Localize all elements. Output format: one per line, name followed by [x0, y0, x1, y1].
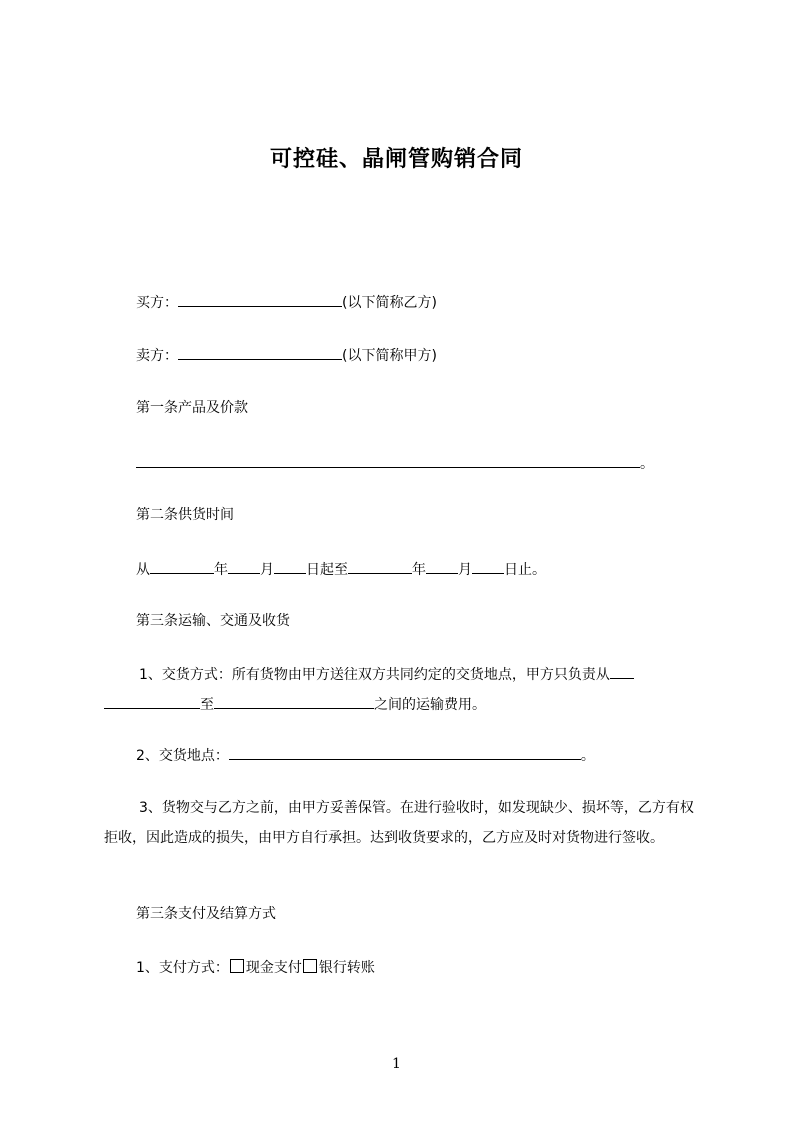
delivery-location-label: 2、交货地点： — [136, 748, 229, 764]
start-year-text: 年 — [214, 562, 228, 578]
end-day-text: 日止。 — [504, 562, 546, 578]
custody-paragraph: 3、货物交与乙方之前，由甲方妥善保管。在进行验收时，如发现缺少、损坏等，乙方有权拒收，因此造成的损失，由甲方自行承担。达到收货要求的，乙方应及时对货物进行签收。 — [104, 800, 694, 846]
start-month-blank[interactable] — [228, 558, 260, 574]
article3-heading: 第三条运输、交通及收货 — [136, 613, 290, 629]
seller-label: 卖方： — [136, 348, 178, 364]
delivery-location-line — [136, 744, 595, 766]
buyer-suffix: (以下简称乙方) — [342, 295, 437, 311]
document-title: 可控硅、晶闸管购销合同 — [269, 147, 523, 172]
supply-period-line — [136, 558, 546, 580]
product-line-end: 。 — [640, 456, 654, 472]
product-blank[interactable] — [136, 452, 640, 468]
payment-method-label: 1、支付方式： — [136, 960, 229, 976]
end-day-blank[interactable] — [472, 558, 504, 574]
start-year-blank[interactable] — [150, 558, 214, 574]
delivery-cost-text: 之间的运输费用。 — [374, 697, 486, 713]
bank-transfer-option-label: 银行转账 — [318, 960, 375, 976]
start-day-blank[interactable] — [274, 558, 306, 574]
delivery-location-end: 。 — [580, 748, 595, 764]
delivery-to-blank[interactable] — [214, 693, 374, 709]
start-day-text: 日起至 — [306, 562, 348, 578]
end-month-blank[interactable] — [426, 558, 458, 574]
seller-suffix: (以下简称甲方) — [342, 348, 437, 364]
seller-line — [136, 344, 437, 366]
article1-product-line — [136, 452, 654, 474]
page-number: 1 — [392, 1056, 401, 1072]
buyer-blank[interactable] — [178, 291, 342, 307]
buyer-label: 买方： — [136, 295, 178, 311]
delivery-from-blank-b[interactable] — [104, 693, 200, 709]
delivery-location-blank[interactable] — [229, 744, 581, 760]
bank-transfer-checkbox[interactable] — [303, 959, 317, 973]
cash-checkbox[interactable] — [230, 959, 244, 973]
article1-heading: 第一条产品及价款 — [136, 400, 248, 416]
end-month-text: 月 — [458, 562, 472, 578]
delivery-to-text: 至 — [200, 697, 214, 713]
start-month-text: 月 — [260, 562, 274, 578]
payment-method-line — [136, 958, 375, 978]
article3b-heading: 第三条支付及结算方式 — [136, 906, 276, 922]
end-year-text: 年 — [412, 562, 426, 578]
delivery-from-blank-a[interactable] — [610, 663, 634, 679]
article2-heading: 第二条供货时间 — [136, 507, 234, 523]
delivery-method-text: 1、交货方式：所有货物由甲方送往双方共同约定的交货地点，甲方只负责从 — [139, 667, 610, 683]
buyer-line — [136, 291, 437, 313]
end-year-blank[interactable] — [348, 558, 412, 574]
seller-blank[interactable] — [178, 344, 342, 360]
cash-option-label: 现金支付 — [245, 960, 302, 976]
from-text: 从 — [136, 562, 150, 578]
delivery-method-paragraph — [104, 660, 704, 720]
